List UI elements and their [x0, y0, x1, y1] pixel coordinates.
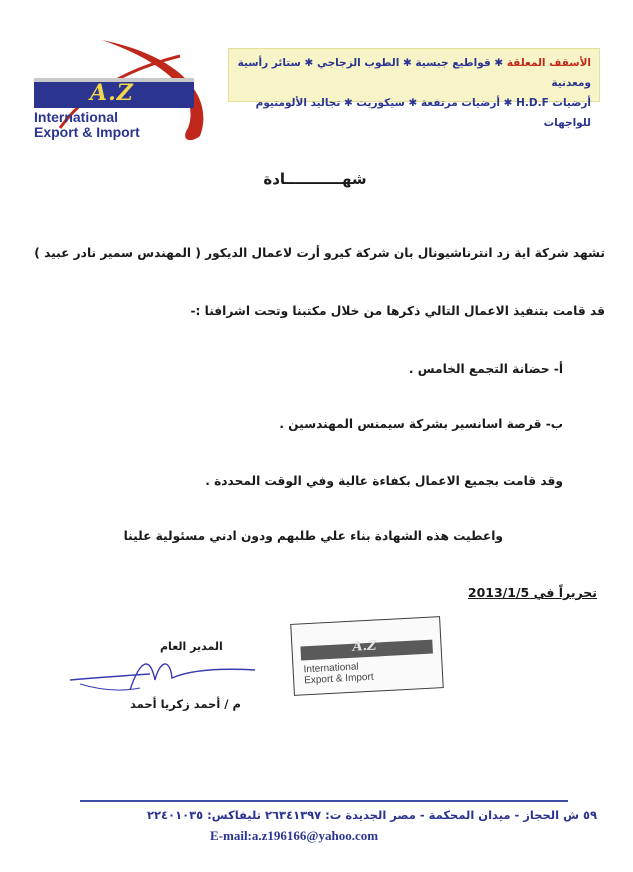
issue-date: تحريراً في 2013/1/5 — [467, 585, 597, 600]
services-first-item: الأسقف المعلقة — [506, 57, 591, 69]
footer-email: E-mail:a.z196166@yahoo.com — [210, 828, 379, 843]
stamp-line2: Export & Import — [303, 671, 374, 687]
company-stamp — [290, 616, 444, 696]
paragraph-works: قد قامت بتنفيذ الاعمال التالي ذكرها من خلال مكتبنا وتحت اشرافنا :- — [190, 304, 605, 318]
stamp-line1: International — [303, 661, 359, 676]
signatory-name: م / أحمد زكريا أحمد — [130, 697, 241, 711]
paragraph-quality: وقد قامت بجميع الاعمال بكفاءة عالية وفي الوقت المحددة . — [205, 474, 563, 488]
logo-line1: International — [34, 109, 119, 125]
footer-address: ٥٩ ش الحجاز - ميدان المحكمة - مصر الجديدة ت: ٢٦٣٤١٣٩٧ تليفاكس: ٢٢٤٠١٠٣٥ — [147, 808, 597, 822]
logo-line2: Export & Import — [34, 124, 140, 140]
paragraph-intro: تشهد شركة اية زد انترناشيونال بان شركة كيرو أرت لاعمال الديكور ( المهندس سمير نادر عبيد ) — [34, 246, 605, 260]
services-line1 — [237, 53, 591, 93]
paragraph-disclaimer: واعطيت هذه الشهادة بناء علي طلبهم ودون ادني مسئولية علينا — [123, 529, 503, 543]
services-box — [228, 48, 600, 129]
stamp-text — [303, 661, 374, 687]
footer-divider — [80, 800, 568, 802]
logo-brand-mark: A.Z — [90, 80, 134, 106]
logo-text — [34, 110, 140, 140]
list-item-b: ب- قرصة اسانسير بشركة سيمنس المهندسين . — [279, 417, 563, 431]
handwritten-signature — [60, 650, 260, 700]
document-title: شهـــــــــــادة — [263, 170, 367, 188]
services-line2: أرضيات H.D.F ✱ أرضيات مرتفعة ✱ سيكوريت ✱ تجاليد الألومنيوم للواجهات — [255, 97, 591, 129]
list-item-a: أ- حضانة التجمع الخامس . — [408, 362, 563, 376]
company-logo — [30, 36, 210, 146]
signatory-title: المدير العام — [160, 640, 223, 653]
services-line1-rest: ✱ قواطيع جبسية ✱ الطوب الزجاجي ✱ ستائر رأسية ومعدنية — [237, 57, 591, 89]
stamp-brand-mark: A.Z — [352, 638, 377, 655]
